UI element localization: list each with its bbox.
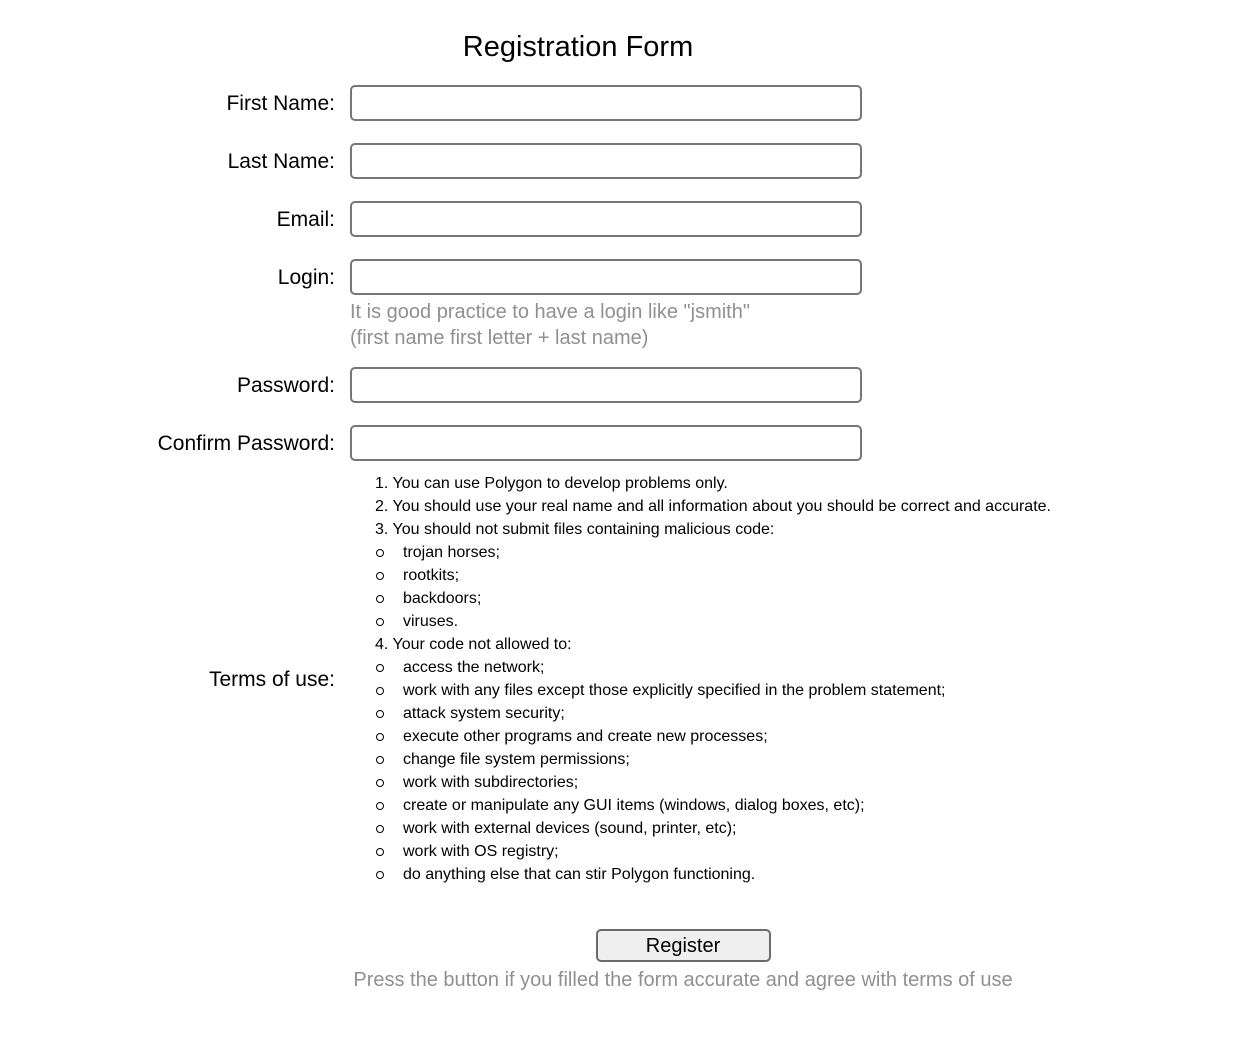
terms-list: [350, 472, 1105, 886]
terms-item: attack system security;: [350, 702, 1105, 725]
form-row-password: [0, 367, 1254, 403]
login-hint: [350, 299, 1254, 351]
email-field[interactable]: [350, 201, 862, 237]
form-row-last-name: [0, 143, 1254, 179]
login-label: Login:: [277, 265, 335, 289]
login-hint-line2: (first name first letter + last name): [350, 327, 649, 349]
terms-label: Terms of use:: [208, 667, 335, 691]
terms-item: execute other programs and create new processes;: [350, 725, 1105, 748]
terms-item: access the network;: [350, 656, 1105, 679]
login-input[interactable]: [350, 259, 862, 295]
login-hint-line1: It is good practice to have a login like "jsmith": [350, 301, 750, 323]
form-row-terms: [0, 472, 1254, 886]
terms-item: 4. Your code not allowed to:: [375, 636, 572, 653]
terms-item: trojan horses;: [350, 541, 1105, 564]
terms-item: change file system permissions;: [350, 748, 1105, 771]
form-row-login: [0, 259, 1254, 295]
first-name-input[interactable]: [350, 85, 862, 121]
terms-item: work with any files except those explicitly specified in the problem statement;: [350, 679, 1105, 702]
actions-area: [270, 929, 1096, 992]
form-row-first-name: [0, 85, 1254, 121]
confirm-password-input[interactable]: [350, 425, 862, 461]
terms-item: rootkits;: [350, 564, 1105, 587]
terms-item: work with subdirectories;: [350, 771, 1105, 794]
page-title: Registration Form: [462, 31, 694, 63]
terms-item: 3. You should not submit files containing malicious code:: [375, 521, 775, 538]
first-name-label: First Name:: [226, 91, 335, 115]
terms-item: viruses.: [350, 610, 1105, 633]
terms-item: work with external devices (sound, printer, etc);: [350, 817, 1105, 840]
terms-item: backdoors;: [350, 587, 1105, 610]
terms-item: work with OS registry;: [350, 840, 1105, 863]
password-input[interactable]: [350, 367, 862, 403]
password-label: Password:: [236, 373, 335, 397]
last-name-input[interactable]: [350, 143, 862, 179]
form-row-confirm-password: [0, 425, 1254, 461]
register-button[interactable]: Register: [596, 929, 771, 962]
last-name-label: Last Name:: [227, 149, 335, 173]
terms-item: create or manipulate any GUI items (windows, dialog boxes, etc);: [350, 794, 1105, 817]
footer-note: Press the button if you filled the form accurate and agree with terms of use: [353, 969, 1013, 991]
confirm-password-label: Confirm Password:: [157, 431, 335, 455]
terms-item: 1. You can use Polygon to develop problems only.: [375, 475, 728, 492]
email-label: Email:: [276, 207, 335, 231]
terms-item: do anything else that can stir Polygon functioning.: [350, 863, 1105, 886]
form-row-email: [0, 201, 1254, 237]
terms-item: 2. You should use your real name and all information about you should be correct and accurate.: [375, 498, 1051, 515]
registration-form: [0, 85, 1254, 886]
